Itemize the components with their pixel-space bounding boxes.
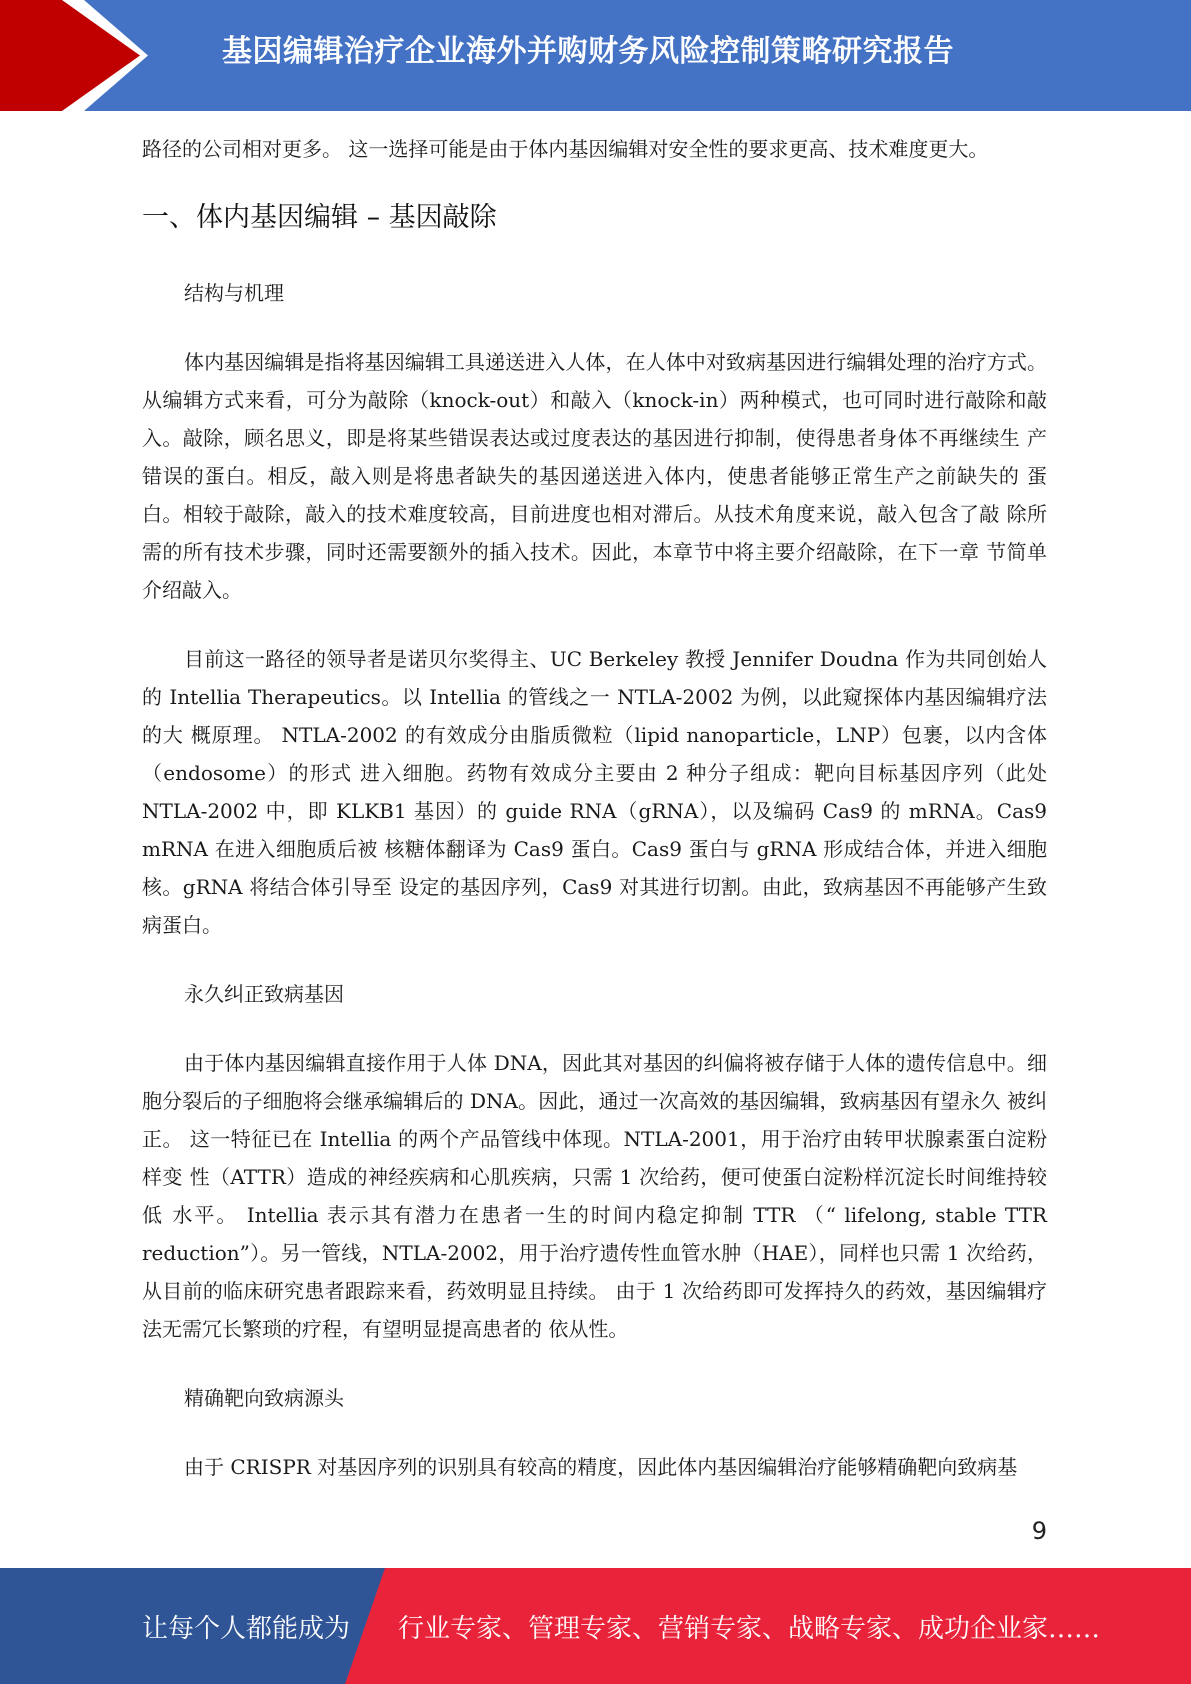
paragraph-precise-targeting: 由于 CRISPR 对基因序列的识别具有较高的精度，因此体内基因编辑治疗能够精确靶向致病基 xyxy=(184,1455,1018,1479)
footer-slogan-right: 行业专家、管理专家、营销专家、战略专家、成功企业家…… xyxy=(398,1614,1101,1644)
document-body xyxy=(142,130,1047,1486)
section-heading: 一、体内基因编辑 – 基因敲除 xyxy=(142,202,497,233)
header-banner xyxy=(0,0,1191,111)
paragraph-permanent-correction: 由于体内基因编辑直接作用于人体 DNA，因此其对基因的纠偏将被存储于人体的遗传信息中。细 胞分裂后的子细胞将会继承编辑后的 DNA。因此，通过一次高效的基因编辑，致病基因有望永久 被纠正。 这一特征已在 Intellia 的两个产品管线中体现。NTLA-2001，用于治疗由转甲状腺素蛋白淀粉样变 性（ATTR）造成的神经疾病和心肌疾病，只需 1 次给药，便可使蛋白淀粉样沉淀长时间维持较低 水平。 Intellia 表示其有潜力在患者一生的时间内稳定抑制 TTR （“ lifelong, stable TTR reduction”）。另一管线，NTLA-2002，用于治疗遗传性血管水肿（HAE），同样也只需 1 次给药， 从目前的临床研究患者跟踪来看，药效明显且持续。 由于 1 次给药即可发挥持久的药效，基因编辑疗法无需冗长繁琐的疗程，有望明显提高患者的 依从性。 xyxy=(142,1051,1047,1341)
subheading-precise-targeting: 精确靶向致病源头 xyxy=(184,1386,344,1410)
report-title: 基因编辑治疗企业海外并购财务风险控制策略研究报告 xyxy=(222,34,954,69)
paragraph-in-vivo-editing: 体内基因编辑是指将基因编辑工具递送进入人体，在人体中对致病基因进行编辑处理的治疗方式。 从编辑方式来看，可分为敲除（knock-out）和敲入（knock-in）两种模式，也可同时进行敲除和敲 入。敲除，顾名思义，即是将某些错误表达或过度表达的基因进行抑制，使得患者身体不再继续生 产错误的蛋白。相反，敲入则是将患者缺失的基因递送进入体内，使患者能够正常生产之前缺失的 蛋白。相较于敲除，敲入的技术难度较高，目前进度也相对滞后。从技术角度来说，敲入包含了敲 除所需的所有技术步骤，同时还需要额外的插入技术。因此，本章节中将主要介绍敲除，在下一章 节简单介绍敲入。 xyxy=(142,350,1047,602)
page-number: 9 xyxy=(1031,1517,1047,1545)
paragraph-intellia-ntla2002: 目前这一路径的领导者是诺贝尔奖得主、UC Berkeley 教授 Jennifer Doudna 作为共同创始人的 Intellia Therapeutics。以 Intellia 的管线之一 NTLA-2002 为例，以此窥探体内基因编辑疗法的大 概原理。 NTLA-2002 的有效成分由脂质微粒（lipid nanoparticle，LNP）包裹，以内含体（endosome）的形式 进入细胞。药物有效成分主要由 2 种分子组成：靶向目标基因序列（此处 NTLA-2002 中，即 KLKB1 基因）的 guide RNA（gRNA），以及编码 Cas9 的 mRNA。Cas9 mRNA 在进入细胞质后被 核糖体翻译为 Cas9 蛋白。Cas9 蛋白与 gRNA 形成结合体，并进入细胞核。gRNA 将结合体引导至 设定的基因序列，Cas9 对其进行切割。由此，致病基因不再能够产生致病蛋白。 xyxy=(142,647,1047,937)
chevron-arrow-icon xyxy=(0,0,160,111)
footer-slogan-left: 让每个人都能成为 xyxy=(142,1614,351,1644)
footer-banner xyxy=(0,1568,1191,1684)
subheading-permanent-correction: 永久纠正致病基因 xyxy=(184,982,344,1006)
subheading-structure: 结构与机理 xyxy=(184,281,284,305)
lead-line: 路径的公司相对更多。 这一选择可能是由于体内基因编辑对安全性的要求更高、技术难度更大。 xyxy=(142,137,989,161)
